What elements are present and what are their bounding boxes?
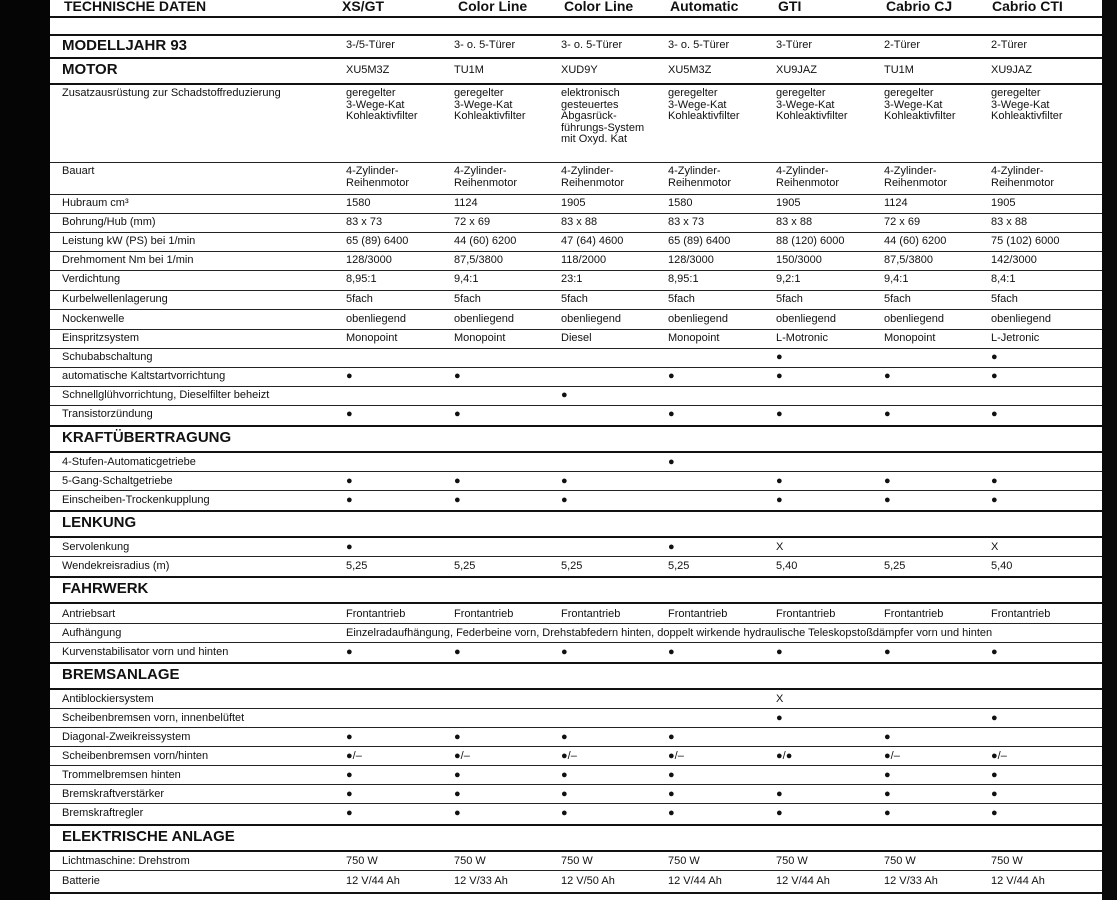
table-cell: 12 V/44 Ah [776,875,830,887]
table-cell: ● [884,494,891,506]
table-cell: ● [884,807,891,819]
table-cell: 128/3000 [668,254,714,266]
column-header: XS/GT [342,0,385,14]
section-title-kraftuebertragung: KRAFTÜBERTRAGUNG [62,429,232,446]
table-cell: 65 (89) 6400 [346,235,409,247]
row-label: Antriebsart [62,608,116,620]
table-cell: ● [776,788,783,800]
table-cell: Monopoint [668,332,720,344]
row-label: Servolenkung [62,541,130,553]
row-rule [50,232,1102,233]
table-cell: ●/– [991,750,1007,762]
row-label: Scheibenbremsen vorn/hinten [62,750,209,762]
table-cell: ● [346,541,353,553]
table-cell: ● [454,370,461,382]
table-cell: ●/– [884,750,900,762]
table-cell: 2-Türer [991,39,1028,51]
section-rule [50,602,1102,604]
table-cell: ● [991,807,998,819]
row-rule [50,727,1102,728]
table-cell: Frontantrieb [561,608,621,620]
row-rule [50,746,1102,747]
table-cell: ● [991,475,998,487]
table-cell: X [991,541,999,553]
row-label: Diagonal-Zweikreissystem [62,731,191,743]
table-cell: ●/– [561,750,577,762]
row-rule [50,290,1102,291]
table-cell: ● [884,769,891,781]
table-cell: XU5M3Z [346,64,390,76]
table-cell: XU9JAZ [776,64,817,76]
table-cell: 750 W [776,855,808,867]
table-cell: ● [668,807,675,819]
table-cell: Frontantrieb [454,608,514,620]
row-rule [50,329,1102,330]
table-cell: ●/● [776,750,793,762]
table-cell: ● [776,712,783,724]
row-rule [50,270,1102,271]
table-cell: ● [346,370,353,382]
row-rule [50,870,1102,871]
table-cell: ● [346,807,353,819]
row-label: Lichtmaschine: Drehstrom [62,855,190,867]
table-cell: 83 x 73 [668,216,705,228]
row-label: 5-Gang-Schaltgetriebe [62,475,173,487]
table-cell: 4-Zylinder- Reihenmotor [776,165,839,189]
table-cell: ● [346,408,353,420]
table-cell: 5,25 [884,560,906,572]
table-cell: ● [668,769,675,781]
table-cell: ● [991,788,998,800]
section-title-bremsanlage: BREMSANLAGE [62,666,180,683]
table-cell: 3-Türer [776,39,813,51]
table-cell: 5fach [776,293,803,305]
table-cell: ● [668,370,675,382]
row-label: Antiblockiersystem [62,693,154,705]
table-cell: 4-Zylinder- Reihenmotor [561,165,624,189]
table-cell: XU5M3Z [668,64,712,76]
row-label: Einscheiben-Trockenkupplung [62,494,210,506]
table-cell: obenliegend [561,313,621,325]
row-rule [50,386,1102,387]
table-cell: 9,4:1 [884,273,909,285]
section-rule [50,57,1102,59]
table-cell: 5,40 [776,560,798,572]
row-rule [50,803,1102,804]
table-cell: 5fach [454,293,481,305]
table-cell: 1905 [561,197,586,209]
table-cell: 83 x 88 [991,216,1028,228]
row-rule [50,213,1102,214]
table-cell: Frontantrieb [776,608,836,620]
section-rule [50,892,1102,894]
spec-sheet [50,0,1102,900]
table-cell: ● [454,408,461,420]
table-cell: Monopoint [884,332,936,344]
row-label: Zusatzausrüstung zur Schadstoffreduzierung [62,87,281,99]
table-cell: 12 V/44 Ah [668,875,722,887]
column-header: Color Line [564,0,634,14]
row-label: Einspritzsystem [62,332,140,344]
row-label: Bremskraftverstärker [62,788,165,800]
row-label: Aufhängung [62,627,122,639]
table-cell: 142/3000 [991,254,1037,266]
table-cell: 4-Zylinder- Reihenmotor [454,165,517,189]
table-cell: 150/3000 [776,254,822,266]
table-cell: 1905 [991,197,1016,209]
column-header: Cabrio CJ [886,0,953,14]
table-cell: ● [884,731,891,743]
table-cell: 9,2:1 [776,273,801,285]
section-rule [50,850,1102,852]
table-cell: 23:1 [561,273,583,285]
table-cell: ● [991,646,998,658]
table-cell: 5fach [561,293,588,305]
row-rule [50,784,1102,785]
table-cell: ● [668,788,675,800]
table-cell: ● [454,807,461,819]
table-cell: 8,4:1 [991,273,1016,285]
table-cell: 72 x 69 [454,216,491,228]
table-cell: ● [346,769,353,781]
column-header: Color Line [458,0,528,14]
section-title-modelljahr: MODELLJAHR 93 [62,37,188,54]
row-label: Leistung kW (PS) bei 1/min [62,235,196,247]
table-cell: ● [991,351,998,363]
table-cell: 83 x 88 [561,216,598,228]
section-rule [50,662,1102,664]
table-cell: ● [776,494,783,506]
table-cell: 83 x 88 [776,216,813,228]
section-rule [50,824,1102,826]
table-cell: 44 (60) 6200 [454,235,517,247]
row-rule [50,162,1102,163]
table-cell: Frontantrieb [884,608,944,620]
table-cell: ● [561,475,568,487]
table-cell: 750 W [884,855,916,867]
table-cell: 118/2000 [561,254,607,266]
row-rule [50,708,1102,709]
table-cell: elektronisch gesteuertes Abgasrück- führungs-System mit Oxyd. Kat [561,87,645,145]
section-rule [50,34,1102,36]
table-cell: ●/– [346,750,362,762]
table-cell: ●/– [454,750,470,762]
row-label: automatische Kaltstartvorrichtung [62,370,226,382]
row-label: Hubraum cm³ [62,197,129,209]
table-cell: ● [561,769,568,781]
table-cell: 12 V/33 Ah [454,875,508,887]
table-cell: ● [561,788,568,800]
table-cell: geregelter 3-Wege-Kat Kohleaktivfilter [346,87,418,122]
table-cell: 1580 [668,197,693,209]
row-rule [50,367,1102,368]
row-label: Kurbelwellenlagerung [62,293,168,305]
table-cell: obenliegend [884,313,944,325]
table-cell: 750 W [561,855,593,867]
table-cell: ● [454,475,461,487]
table-cell: ● [884,408,891,420]
table-cell: ● [991,370,998,382]
row-rule [50,194,1102,195]
table-cell: ● [884,646,891,658]
table-cell: 8,95:1 [668,273,699,285]
section-rule [50,425,1102,427]
table-cell: obenliegend [668,313,728,325]
table-cell: 1905 [776,197,801,209]
table-cell: ● [776,475,783,487]
table-cell: 4-Zylinder- Reihenmotor [884,165,947,189]
row-rule [50,556,1102,557]
table-cell: 128/3000 [346,254,392,266]
suspension-text: Einzelradaufhängung, Federbeine vorn, Drehstabfedern hinten, doppelt wirkende hydraulische Teleskopstoßdämpfer vorn und hinten [346,627,993,639]
table-cell: 12 V/44 Ah [991,875,1045,887]
table-cell: Frontantrieb [346,608,406,620]
table-cell: 4-Zylinder- Reihenmotor [991,165,1054,189]
table-cell: ● [561,389,568,401]
table-cell: 3- o. 5-Türer [561,39,623,51]
table-cell: 3-/5-Türer [346,39,395,51]
row-label: Schubabschaltung [62,351,153,363]
table-cell: L-Jetronic [991,332,1040,344]
table-cell: Diesel [561,332,592,344]
table-cell: L-Motronic [776,332,828,344]
table-cell: 9,4:1 [454,273,479,285]
table-cell: ● [776,646,783,658]
row-label: Transistorzündung [62,408,153,420]
table-cell: ● [454,769,461,781]
table-cell: ● [991,769,998,781]
table-cell: 750 W [454,855,486,867]
section-rule [50,688,1102,690]
table-cell: geregelter 3-Wege-Kat Kohleaktivfilter [454,87,526,122]
table-cell: ● [668,456,675,468]
row-label: Wendekreisradius (m) [62,560,170,572]
table-cell: ● [776,807,783,819]
table-cell: 65 (89) 6400 [668,235,731,247]
row-rule [50,251,1102,252]
table-cell: Monopoint [346,332,398,344]
table-cell: 5,25 [454,560,476,572]
table-cell: ● [346,788,353,800]
row-label: Bohrung/Hub (mm) [62,216,156,228]
table-cell: 3- o. 5-Türer [454,39,516,51]
table-cell: ● [346,494,353,506]
table-cell: 5fach [668,293,695,305]
table-cell: 1124 [884,197,908,209]
table-cell: 2-Türer [884,39,921,51]
table-cell: 750 W [668,855,700,867]
table-cell: ● [346,475,353,487]
table-cell: 75 (102) 6000 [991,235,1060,247]
section-rule [50,576,1102,578]
row-rule [50,309,1102,310]
row-rule [50,405,1102,406]
table-cell: 5fach [346,293,373,305]
table-cell: ● [668,408,675,420]
column-header: GTI [778,0,802,14]
row-rule [50,471,1102,472]
table-cell: ● [561,494,568,506]
table-cell: geregelter 3-Wege-Kat Kohleaktivfilter [884,87,956,122]
row-label: Nockenwelle [62,313,125,325]
row-label: Bremskraftregler [62,807,144,819]
table-cell: 3- o. 5-Türer [668,39,730,51]
row-label: Scheibenbremsen vorn, innenbelüftet [62,712,245,724]
row-rule [50,642,1102,643]
row-rule [50,348,1102,349]
table-cell: ● [668,731,675,743]
row-rule [50,765,1102,766]
row-label: 4-Stufen-Automaticgetriebe [62,456,196,468]
table-cell: 87,5/3800 [884,254,933,266]
table-cell: ● [454,731,461,743]
table-cell: ● [776,408,783,420]
table-cell: Monopoint [454,332,506,344]
sheet-title: TECHNISCHE DATEN [64,0,207,14]
table-cell: 88 (120) 6000 [776,235,845,247]
row-label: Trommelbremsen hinten [62,769,181,781]
table-cell: obenliegend [454,313,514,325]
table-cell: ● [776,370,783,382]
table-cell: 5fach [991,293,1018,305]
table-cell: X [776,693,784,705]
table-cell: ● [991,408,998,420]
table-cell: 12 V/33 Ah [884,875,938,887]
table-cell: 750 W [991,855,1023,867]
table-cell: 1580 [346,197,371,209]
table-cell: geregelter 3-Wege-Kat Kohleaktivfilter [776,87,848,122]
row-label: Bauart [62,165,95,177]
section-title-motor: MOTOR [62,61,118,78]
table-cell: Frontantrieb [991,608,1051,620]
section-rule [50,536,1102,538]
table-cell: 750 W [346,855,378,867]
table-cell: ● [991,494,998,506]
table-cell: ● [776,351,783,363]
table-cell: ● [561,731,568,743]
table-cell: 5fach [884,293,911,305]
table-cell: 72 x 69 [884,216,921,228]
section-title-fahrwerk: FAHRWERK [62,580,149,597]
row-label: Drehmoment Nm bei 1/min [62,254,194,266]
table-cell: 4-Zylinder- Reihenmotor [668,165,731,189]
table-cell: ● [346,646,353,658]
section-rule [50,451,1102,453]
table-cell: 1124 [454,197,478,209]
table-cell: geregelter 3-Wege-Kat Kohleaktivfilter [991,87,1063,122]
column-header: Cabrio CTI [992,0,1063,14]
table-cell: ● [454,646,461,658]
table-cell: ● [668,541,675,553]
table-cell: ● [346,731,353,743]
section-title-elektrische-anlage: ELEKTRISCHE ANLAGE [62,828,235,845]
table-cell: XUD9Y [561,64,598,76]
row-rule [50,623,1102,624]
row-label: Batterie [62,875,100,887]
table-cell: 8,95:1 [346,273,377,285]
table-cell: TU1M [454,64,484,76]
table-cell: geregelter 3-Wege-Kat Kohleaktivfilter [668,87,740,122]
table-cell: 5,40 [991,560,1013,572]
row-rule [50,490,1102,491]
table-cell: ● [668,646,675,658]
table-cell: TU1M [884,64,914,76]
table-cell: 12 V/44 Ah [346,875,400,887]
table-cell: ● [454,494,461,506]
table-cell: X [776,541,784,553]
table-cell: 12 V/50 Ah [561,875,615,887]
table-cell: obenliegend [776,313,836,325]
table-cell: 5,25 [346,560,368,572]
table-cell: obenliegend [991,313,1051,325]
table-cell: ● [561,646,568,658]
table-cell: 4-Zylinder- Reihenmotor [346,165,409,189]
scan-left-border [0,0,50,900]
table-cell: 44 (60) 6200 [884,235,947,247]
row-label: Kurvenstabilisator vorn und hinten [62,646,229,658]
scan-right-border [1102,0,1117,900]
table-cell: ● [884,788,891,800]
table-cell: obenliegend [346,313,406,325]
row-label: Schnellglühvorrichtung, Dieselfilter beheizt [62,389,270,401]
section-rule [50,510,1102,512]
table-cell: 47 (64) 4600 [561,235,624,247]
header-rule [50,16,1102,18]
table-cell: ● [991,712,998,724]
table-cell: Frontantrieb [668,608,728,620]
table-cell: ● [561,807,568,819]
row-label: Verdichtung [62,273,121,285]
table-cell: 5,25 [668,560,690,572]
section-rule [50,83,1102,85]
table-cell: 5,25 [561,560,583,572]
column-header: Automatic [670,0,739,14]
table-cell: ● [884,370,891,382]
table-cell: ● [454,788,461,800]
table-cell: 87,5/3800 [454,254,503,266]
table-cell: ● [884,475,891,487]
section-title-lenkung: LENKUNG [62,514,137,531]
table-cell: ●/– [668,750,684,762]
table-cell: 83 x 73 [346,216,383,228]
table-cell: XU9JAZ [991,64,1032,76]
